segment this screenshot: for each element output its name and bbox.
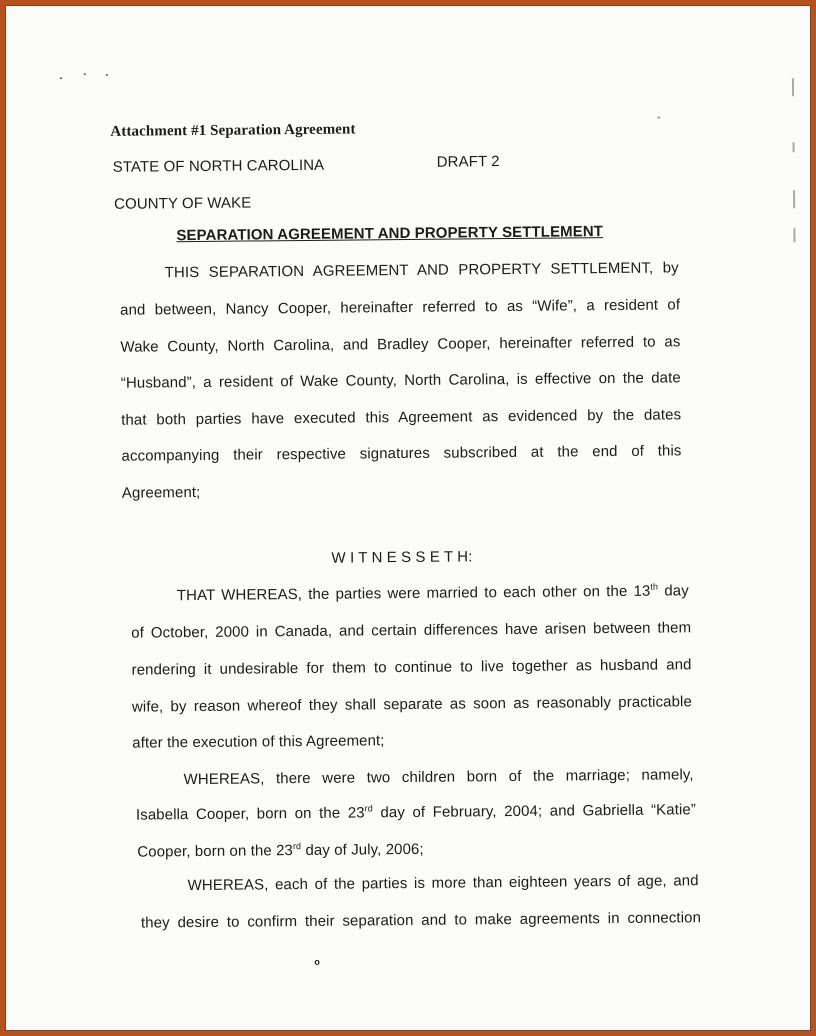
ordinal-suffix: th: [650, 581, 659, 592]
ordinal-suffix: rd: [364, 803, 373, 814]
margin-mark: [793, 228, 795, 242]
margin-mark: [793, 190, 795, 208]
whereas-line: WHEREAS, each of the parties is more than eighteen years of age, and: [187, 872, 699, 895]
scan-speck: [106, 74, 108, 76]
intro-line: accompanying their respective signatures subscribed at the end of this: [121, 442, 682, 465]
ordinal-suffix: rd: [292, 841, 302, 852]
document-body: [5, 5, 811, 1031]
whereas-line: they desire to confirm their separation and to make agreements in connection: [140, 909, 702, 932]
whereas-line: rendering it undesirable for them to continue to live together as husband and: [131, 656, 692, 679]
document-page: [5, 5, 811, 1031]
intro-line: Wake County, North Carolina, and Bradley Cooper, hereinafter referred to as: [120, 333, 681, 356]
whereas-line: WHEREAS, there were two children born of the marriage; namely,: [183, 766, 694, 789]
whereas-text: day of February, 2004; and Gabriella “Katie”: [372, 801, 697, 822]
intro-line: that both parties have executed this Agreement as evidenced by the dates: [121, 406, 682, 429]
intro-line: “Husband”, a resident of Wake County, North Carolina, is effective on the date: [120, 369, 681, 392]
intro-line: Agreement;: [121, 483, 201, 502]
intro-line: THIS SEPARATION AGREEMENT AND PROPERTY SETTLEMENT, by: [164, 259, 679, 282]
whereas-line: [177, 582, 689, 604]
scan-speck: [657, 117, 660, 119]
whereas-line: [136, 801, 696, 823]
whereas-text: day of July, 2006;: [301, 840, 424, 860]
whereas-text: Isabella Cooper, born on the 23: [135, 804, 365, 824]
draft-label: DRAFT 2: [436, 153, 500, 171]
whereas-line: [137, 841, 424, 861]
state-line: STATE OF NORTH CAROLINA: [112, 156, 325, 176]
intro-line: and between, Nancy Cooper, hereinafter referred to as “Wife”, a resident of: [120, 296, 681, 319]
attachment-heading: Attachment #1 Separation Agreement: [110, 121, 356, 140]
whereas-text: day: [658, 582, 689, 600]
whereas-line: of October, 2000 in Canada, and certain differences have arisen between them: [131, 619, 692, 642]
whereas-line: wife, by reason whereof they shall separate as soon as reasonably practicable: [131, 693, 692, 716]
agreement-title: SEPARATION AGREEMENT AND PROPERTY SETTLEMENT: [176, 223, 604, 245]
scan-speck: [60, 77, 62, 79]
whereas-line: after the execution of this Agreement;: [132, 732, 385, 752]
whereas-text: THAT WHEREAS, the parties were married to each other on the 13: [176, 582, 651, 605]
scan-speck: [84, 73, 86, 75]
margin-mark: [792, 78, 794, 96]
county-line: COUNTY OF WAKE: [114, 194, 252, 213]
whereas-text: Cooper, born on the 23: [137, 842, 294, 861]
page-mark: o: [314, 956, 321, 967]
witnesseth-heading: W I T N E S S E T H:: [331, 548, 473, 567]
margin-mark: [793, 142, 795, 152]
